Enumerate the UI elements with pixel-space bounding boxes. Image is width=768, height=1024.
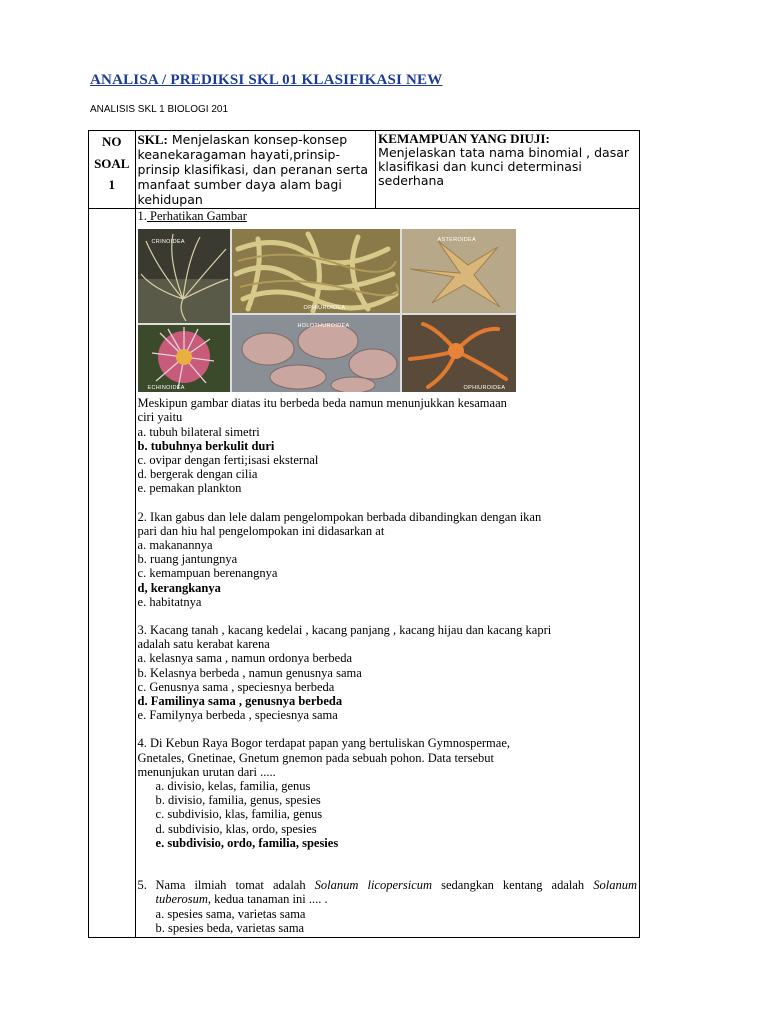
q1-option-c: c. ovipar dengan ferti;isasi eksternal xyxy=(137,453,319,468)
questions-cell xyxy=(135,209,639,938)
q1-stem-cont: ciri yaitu xyxy=(137,410,183,425)
q5-option-b: b. spesies beda, varietas sama xyxy=(155,920,305,935)
q4-option-e: e. subdivisio, ordo, familia, spesies xyxy=(155,835,339,850)
q3-stem: 3. Kacang tanah , kacang kedelai , kacang panjang , kacang hijau dan kacang kapri xyxy=(137,623,552,638)
document-title: ANALISA / PREDIKSI SKL 01 KLASIFIKASI NEW xyxy=(90,72,443,88)
q1-option-a: a. tubuh bilateral simetri xyxy=(137,424,260,439)
skl-text: Menjelaskan konsep-konsep keanekaragaman hayati,prinsip-prinsip klasifikasi, dan peranan serta manfaat sumber daya alam bagi kehidupan xyxy=(137,132,369,207)
q1-option-e: e. pemakan plankton xyxy=(137,481,242,496)
soal-label: SOAL xyxy=(94,156,130,171)
q3-option-c: c. Genusnya sama , speciesnya berbeda xyxy=(137,679,335,694)
q5-text-1: Nama ilmiah tomat adalah xyxy=(155,878,315,893)
q3-option-e: e. Familynya berbeda , speciesnya sama xyxy=(137,708,338,723)
number-cell xyxy=(89,131,136,209)
label-holothuroidea: HOLOTHUROIDEA xyxy=(297,323,350,330)
q1-option-b: b. tubuhnya berkulit duri xyxy=(137,438,275,453)
soal-number: 1 xyxy=(108,177,116,192)
q5-stem-text xyxy=(156,878,637,906)
skl-label: SKL: xyxy=(137,132,168,147)
q1-title: Perhatikan Gambar xyxy=(146,209,247,223)
label-ophiuroidea-2: OPHIUROIDEA xyxy=(463,385,506,392)
q4-option-d: d. subdivisio, klas, ordo, spesies xyxy=(155,821,317,836)
header-row xyxy=(89,131,640,209)
question-table xyxy=(88,130,640,938)
label-crinoidea: CRINOIDEA xyxy=(151,239,185,246)
content-row xyxy=(89,209,640,938)
q4-option-a: a. divisio, kelas, familia, genus xyxy=(155,779,311,794)
q2-stem: 2. Ikan gabus dan lele dalam pengelompokan berbada dibandingkan dengan ikan xyxy=(137,509,542,524)
skl-cell xyxy=(135,131,376,209)
q5-sci-tomat: Solanum licopersicum xyxy=(314,878,433,893)
q2-option-a: a. makanannya xyxy=(137,538,213,553)
kemampuan-text: Menjelaskan tata nama binomial , dasar klasifikasi dan kunci determinasi sederhana xyxy=(378,145,630,188)
label-asteroidea: ASTEROIDEA xyxy=(437,237,476,244)
kemampuan-cell xyxy=(376,131,640,209)
q1-heading xyxy=(138,209,637,223)
q5-text-3: , kedua tanaman ini .... . xyxy=(207,892,328,907)
kemampuan-label: KEMAMPUAN YANG DIUJI: xyxy=(378,131,550,146)
q2-stem-cont: pari dan hiu hal pengelompokan ini didasarkan at xyxy=(137,523,385,538)
label-ophiuroidea-1: OPHIUROIDEA xyxy=(303,305,346,312)
q5-text-2: sedangkan kentang adalah xyxy=(432,878,585,893)
q5-sci-kentang: Solanum tuberosum xyxy=(155,878,637,907)
document-subtitle: ANALISIS SKL 1 BIOLOGI 201 xyxy=(90,104,229,115)
empty-number-cell xyxy=(89,209,136,938)
q2-option-d: d, kerangkanya xyxy=(137,580,221,595)
q3-stem-cont: adalah satu kerabat karena xyxy=(137,637,270,652)
q5-number: 5. xyxy=(137,878,147,893)
q1-number: 1. xyxy=(137,209,147,223)
q3-option-a: a. kelasnya sama , namun ordonya berbeda xyxy=(137,651,353,666)
q1-stem: Meskipun gambar diatas itu berbeda beda namun menunjukkan kesamaan xyxy=(137,396,507,411)
label-echinoidea: ECHINOIDEA xyxy=(147,385,185,392)
q2-option-e: e. habitatnya xyxy=(137,594,202,609)
q2-option-b: b. ruang jantungnya xyxy=(137,552,238,567)
q4-stem-cont: Gnetales, Gnetinae, Gnetum gnemon pada sebuah pohon. Data tersebut xyxy=(137,750,495,765)
q3-option-b: b. Kelasnya berbeda , namun genusnya sama xyxy=(137,665,362,680)
q4-option-b: b. divisio, familia, genus, spesies xyxy=(155,793,321,808)
q4-stem-cont-2: menunjukan urutan dari ..... xyxy=(137,764,276,779)
q3-option-d: d. Familinya sama , genusnya berbeda xyxy=(137,694,343,709)
q4-option-c: c. subdivisio, klas, familia, genus xyxy=(155,807,323,822)
q5-stem xyxy=(138,878,637,906)
q5-option-a: a. spesies sama, varietas sama xyxy=(155,906,306,921)
q1-option-d: d. bergerak dengan cilia xyxy=(137,467,258,482)
echinoderm-image xyxy=(138,229,516,392)
q2-option-c: c. kemampuan berenangnya xyxy=(137,566,278,581)
no-label: NO xyxy=(102,134,122,149)
q4-stem: 4. Di Kebun Raya Bogor terdapat papan yang bertuliskan Gymnospermae, xyxy=(137,736,510,751)
